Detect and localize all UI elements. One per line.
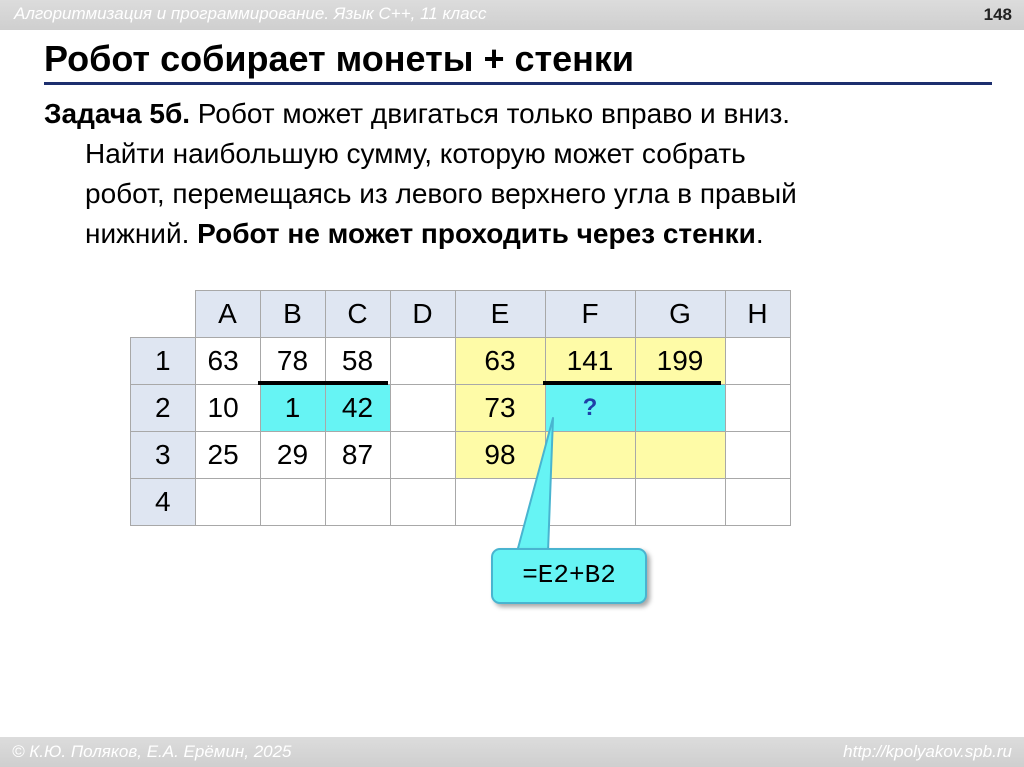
- cell-c1: 58: [325, 338, 390, 385]
- cell-b2: 1: [260, 385, 325, 432]
- column-header-c: C: [325, 291, 390, 338]
- cell-b3: 29: [260, 432, 325, 479]
- course-subject: Алгоритмизация и программирование. Язык C++, 11 класс: [14, 4, 487, 23]
- cell-f1: 141: [545, 338, 635, 385]
- cell-c3: 87: [325, 432, 390, 479]
- cell-e3: 98: [455, 432, 545, 479]
- cell-f2-question: ?: [545, 385, 635, 432]
- cell-e1: 63: [455, 338, 545, 385]
- site-url[interactable]: http://kpolyakov.spb.ru: [843, 742, 1012, 761]
- column-header-h: H: [725, 291, 790, 338]
- formula-callout: [491, 548, 647, 604]
- column-header-f: F: [545, 291, 635, 338]
- cell-e2: 73: [455, 385, 545, 432]
- walls-emphasis: Робот не может проходить через стенки: [197, 218, 756, 249]
- column-header-b: B: [260, 291, 325, 338]
- cell-b1: 78: [260, 338, 325, 385]
- slide-title: Робот собирает монеты + стенки: [44, 38, 635, 79]
- task-line-2: Найти наибольшую сумму, которую может собрать: [85, 138, 746, 169]
- cell-c2: 42: [325, 385, 390, 432]
- row-header-4: 4: [131, 479, 196, 526]
- task-line-4: нижний. Робот не может проходить через стенки.: [85, 218, 764, 249]
- row-header-2: 2: [131, 385, 196, 432]
- column-header-e: E: [455, 291, 545, 338]
- cell-g1: 199: [635, 338, 725, 385]
- cell-a3: 25: [195, 432, 260, 479]
- task-label: Задача 5б.: [44, 98, 191, 129]
- column-header-a: A: [195, 291, 260, 338]
- formula-text: =E2+B2: [522, 560, 616, 590]
- callout-pointer-shape: [517, 418, 553, 552]
- column-header-g: G: [635, 291, 725, 338]
- row-header-1: 1: [131, 338, 196, 385]
- column-header-d: D: [390, 291, 455, 338]
- slide-number: 148: [983, 5, 1012, 24]
- cell-a2: 10: [195, 385, 260, 432]
- task-line-1: Задача 5б. Робот может двигаться только вправо и вниз.: [44, 98, 791, 129]
- row-header-3: 3: [131, 432, 196, 479]
- bottom-bar: [0, 737, 1024, 767]
- author-credit: © К.Ю. Поляков, Е.А. Ерёмин, 2025: [12, 742, 292, 761]
- task-line-3: робот, перемещаясь из левого верхнего угла в правый: [85, 178, 797, 209]
- cell-a1: 63: [195, 338, 260, 385]
